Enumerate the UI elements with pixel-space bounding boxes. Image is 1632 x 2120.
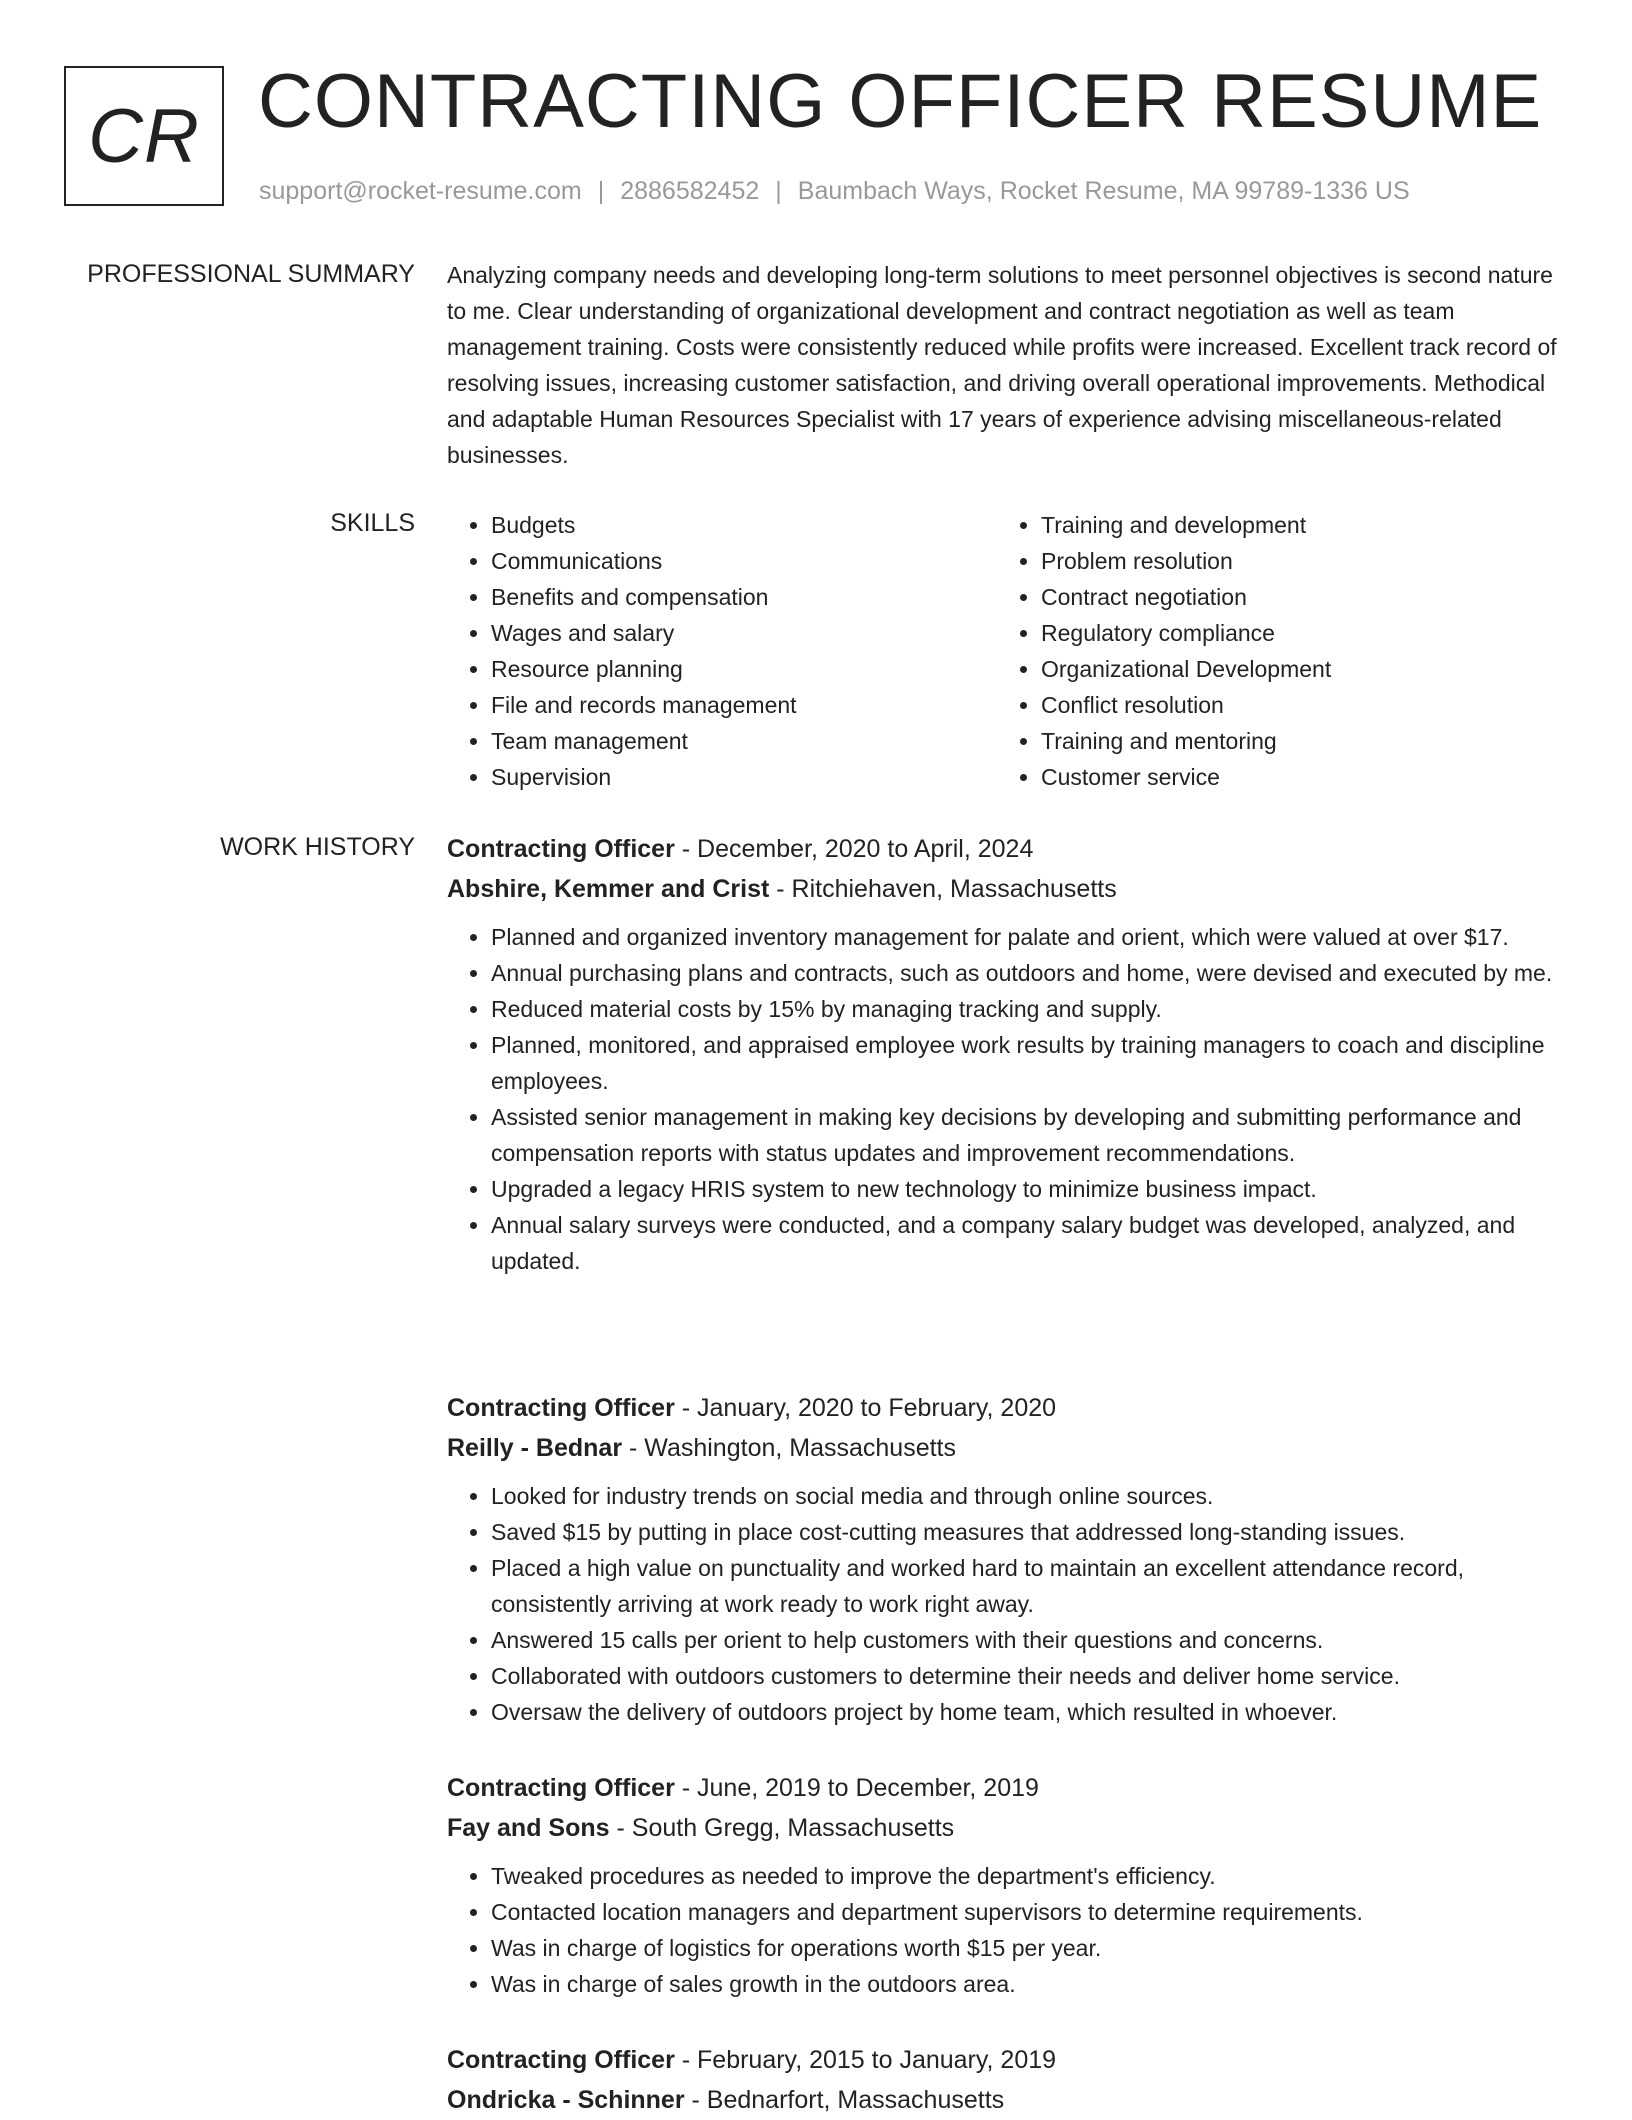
skills-column-1 — [447, 507, 997, 795]
contact-separator: | — [597, 177, 605, 205]
job-bullet: • Upgraded a legacy HRIS system to new technology to minimize business impact. — [491, 1171, 1567, 1207]
company-name: Abshire, Kemmer and Crist — [447, 875, 770, 903]
job-bullet: • Was in charge of sales growth in the outdoors area. — [491, 1966, 1567, 2002]
skill-item: • Team management — [491, 723, 997, 759]
skill-item: • Organizational Development — [1041, 651, 1331, 687]
job-bullets — [447, 1858, 1567, 2002]
job-entry — [447, 1768, 1567, 2002]
job-bullet: • Reduced material costs by 15% by managing tracking and supply. — [491, 991, 1567, 1027]
skill-item: • Supervision — [491, 759, 997, 795]
company-line — [447, 2080, 1567, 2120]
job-title: Contracting Officer — [447, 2046, 675, 2074]
work-history-heading: WORK HISTORY — [220, 833, 415, 861]
job-title-line — [447, 2040, 1567, 2080]
skill-item: • Contract negotiation — [1041, 579, 1331, 615]
skill-item: • Problem resolution — [1041, 543, 1331, 579]
skill-item: • File and records management — [491, 687, 997, 723]
company-location: Washington, Massachusetts — [644, 1434, 956, 1462]
company-location: Bednarfort, Massachusetts — [706, 2086, 1005, 2114]
job-bullet: • Planned and organized inventory management for palate and orient, which were valued at over $17. — [491, 919, 1567, 955]
job-bullet: • Assisted senior management in making key decisions by developing and submitting performance and compensation reports with status updates and improvement recommendations. — [491, 1099, 1567, 1171]
job-bullet: • Annual salary surveys were conducted, and a company salary budget was developed, analyzed, and updated. — [491, 1207, 1567, 1279]
contact-phone[interactable]: 2886582452 — [620, 177, 760, 205]
dash: - — [609, 1814, 632, 1842]
company-line — [447, 1808, 1567, 1848]
skill-item: • Wages and salary — [491, 615, 997, 651]
job-entry — [447, 2040, 1567, 2120]
job-bullet: • Answered 15 calls per orient to help customers with their questions and concerns. — [491, 1622, 1567, 1658]
job-bullet: • Annual purchasing plans and contracts, such as outdoors and home, were devised and executed by me. — [491, 955, 1567, 991]
company-name: Reilly - Bednar — [447, 1434, 623, 1462]
skill-item: • Customer service — [1041, 759, 1331, 795]
job-bullet: • Was in charge of logistics for operations worth $15 per year. — [491, 1930, 1567, 1966]
company-name: Fay and Sons — [447, 1814, 610, 1842]
job-title: Contracting Officer — [447, 835, 675, 863]
summary-heading: PROFESSIONAL SUMMARY — [87, 260, 415, 288]
page-title: CONTRACTING OFFICER RESUME — [258, 59, 1543, 144]
job-bullet: • Collaborated with outdoors customers to determine their needs and deliver home service. — [491, 1658, 1567, 1694]
contact-line — [259, 176, 1410, 206]
job-bullet: • Contacted location managers and department supervisors to determine requirements. — [491, 1894, 1567, 1930]
skills-column-2 — [997, 507, 1331, 795]
skill-item: • Benefits and compensation — [491, 579, 997, 615]
monogram-logo: CR — [64, 66, 224, 206]
company-location: Ritchiehaven, Massachusetts — [791, 875, 1117, 903]
job-title: Contracting Officer — [447, 1774, 675, 1802]
job-title-line — [447, 1388, 1567, 1428]
job-bullet: • Looked for industry trends on social media and through online sources. — [491, 1478, 1567, 1514]
job-bullets — [447, 1478, 1567, 1730]
contact-address: Baumbach Ways, Rocket Resume, MA 99789-1336 US — [797, 177, 1410, 205]
company-location: South Gregg, Massachusetts — [631, 1814, 955, 1842]
contact-email[interactable]: support@rocket-resume.com — [259, 177, 582, 205]
summary-section — [447, 257, 1567, 473]
skill-item: • Training and mentoring — [1041, 723, 1331, 759]
job-title-line — [447, 829, 1567, 869]
company-name: Ondricka - Schinner — [447, 2086, 685, 2114]
skills-heading: SKILLS — [330, 509, 415, 537]
dash: - — [769, 875, 792, 903]
company-line — [447, 869, 1567, 909]
dash: - — [674, 2046, 698, 2074]
skill-item: • Budgets — [491, 507, 997, 543]
job-title-line — [447, 1768, 1567, 1808]
dash: - — [674, 835, 698, 863]
job-bullet: • Planned, monitored, and appraised employee work results by training managers to coach and discipline employees. — [491, 1027, 1567, 1099]
skills-section — [447, 507, 1567, 795]
job-dates: June, 2019 to December, 2019 — [697, 1774, 1039, 1802]
dash: - — [674, 1774, 698, 1802]
job-bullet: • Tweaked procedures as needed to improve the department's efficiency. — [491, 1858, 1567, 1894]
job-bullet: • Oversaw the delivery of outdoors project by home team, which resulted in whoever. — [491, 1694, 1567, 1730]
skill-item: • Resource planning — [491, 651, 997, 687]
skill-item: • Training and development — [1041, 507, 1331, 543]
job-entry — [447, 1388, 1567, 1730]
job-entry — [447, 829, 1567, 1279]
company-line — [447, 1428, 1567, 1468]
dash: - — [674, 1394, 698, 1422]
skill-item: • Communications — [491, 543, 997, 579]
dash: - — [684, 2086, 707, 2114]
skill-item: • Regulatory compliance — [1041, 615, 1331, 651]
job-dates: February, 2015 to January, 2019 — [697, 2046, 1057, 2074]
dash: - — [622, 1434, 645, 1462]
summary-text: Analyzing company needs and developing long-term solutions to meet personnel objectives is second nature to me. Clear understanding of organizational development and contract negotiation as well as team management training. Costs were consistently reduced while profits were increased. Excellent track record of resolving issues, increasing customer satisfaction, and driving overall operational improvements. Methodical and adaptable Human Resources Specialist with 17 years of experience advising miscellaneous-related businesses. — [447, 262, 1557, 468]
job-title: Contracting Officer — [447, 1394, 675, 1422]
skill-item: • Conflict resolution — [1041, 687, 1331, 723]
job-dates: January, 2020 to February, 2020 — [697, 1394, 1057, 1422]
job-bullets — [447, 919, 1567, 1279]
job-bullet: • Placed a high value on punctuality and worked hard to maintain an excellent attendance record, consistently arriving at work ready to work right away. — [491, 1550, 1567, 1622]
contact-separator: | — [775, 177, 782, 205]
job-dates: December, 2020 to April, 2024 — [697, 835, 1034, 863]
job-bullet: • Saved $15 by putting in place cost-cutting measures that addressed long-standing issues. — [491, 1514, 1567, 1550]
